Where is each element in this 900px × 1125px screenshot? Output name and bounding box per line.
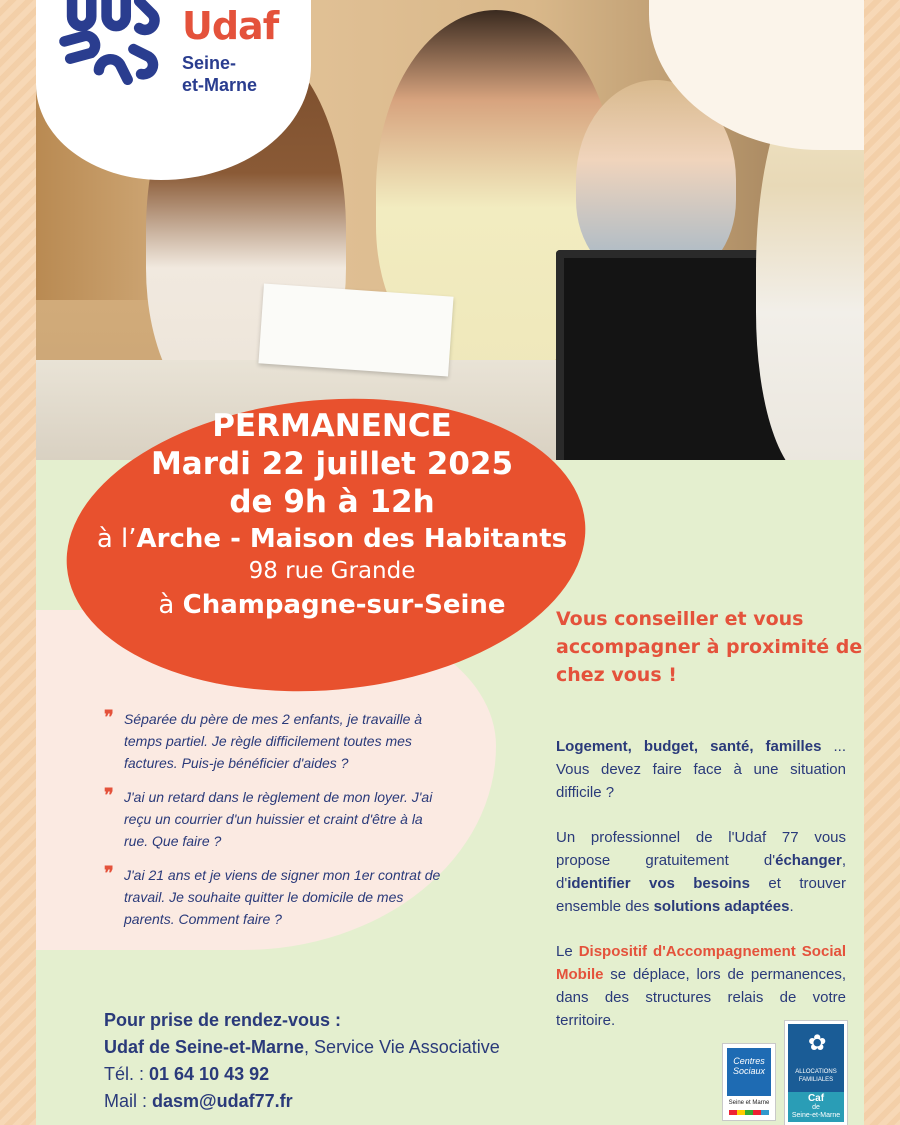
event-hours: de 9h à 12h [229, 484, 435, 520]
caf-emblem-icon: ✿ [788, 1024, 844, 1064]
description-paragraph: Le Dispositif d'Accompagnement Social Mobile se déplace, lors de permanences, dans des structures relais de votre territoire. [556, 943, 846, 1029]
description-paragraph: Logement, budget, santé, familles ... Vous devez faire face à une situation difficile ? [556, 738, 846, 801]
caf-logo: ✿ ALLOCATIONS FAMILIALES Caf de Seine-et-Marne [784, 1020, 848, 1125]
udaf-region: Seine- et-Marne [182, 53, 258, 95]
centres-sociaux-logo: Centres Sociaux Seine et Marne [722, 1043, 776, 1121]
document-sheet [258, 283, 453, 376]
testimonials-list [104, 708, 444, 942]
contact-org: Udaf de Seine-et-Marne, Service Vie Associative [104, 1037, 500, 1057]
udaf-emblem-icon [51, 0, 166, 97]
quote-icon: ❞ [104, 863, 114, 883]
event-date: Mardi 22 juillet 2025 [150, 446, 514, 482]
event-title: PERMANENCE [212, 408, 452, 444]
tagline: Vous conseiller et vous accompagner à proximité de chez vous ! [556, 608, 863, 686]
event-street: 98 rue Grande [248, 558, 416, 584]
contact-info [104, 1010, 584, 1112]
udaf-wordmark: Udaf [182, 4, 279, 48]
event-city: à Champagne-sur-Seine [158, 590, 506, 620]
contact-phone: Tél. : 01 64 10 43 92 [104, 1064, 270, 1084]
poster [36, 0, 864, 1125]
email-link[interactable]: dasm@udaf77.fr [152, 1091, 293, 1111]
service-description [556, 735, 846, 1054]
testimonial: ❞ J'ai 21 ans et je viens de signer mon 1er contrat de travail. Je souhaite quitter le domicile de mes parents. Comment faire ? [104, 863, 441, 927]
description-paragraph: Un professionnel de l'Udaf 77 vous propose gratuitement d'échanger, d'identifier vos besoins et trouver ensemble des solutions adaptées. [556, 829, 846, 915]
event-venue: à l’Arche - Maison des Habitants [96, 524, 568, 554]
testimonial: ❞ J'ai un retard dans le règlement de mon loyer. J'ai reçu un courrier d'un huissier et craint d'être à la rue. Que faire ? [104, 785, 433, 849]
quote-icon: ❞ [104, 785, 114, 805]
contact-mail: Mail : dasm@udaf77.fr [104, 1091, 293, 1111]
testimonial: ❞ Séparée du père de mes 2 enfants, je travaille à temps partiel. Je règle difficilement toutes mes factures. Puis-je bénéficier d'aides ? [104, 707, 423, 771]
phone-link[interactable]: 01 64 10 43 92 [149, 1064, 270, 1084]
contact-heading: Pour prise de rendez-vous : [104, 1010, 342, 1030]
event-details [72, 400, 592, 620]
quote-icon: ❞ [104, 707, 114, 727]
